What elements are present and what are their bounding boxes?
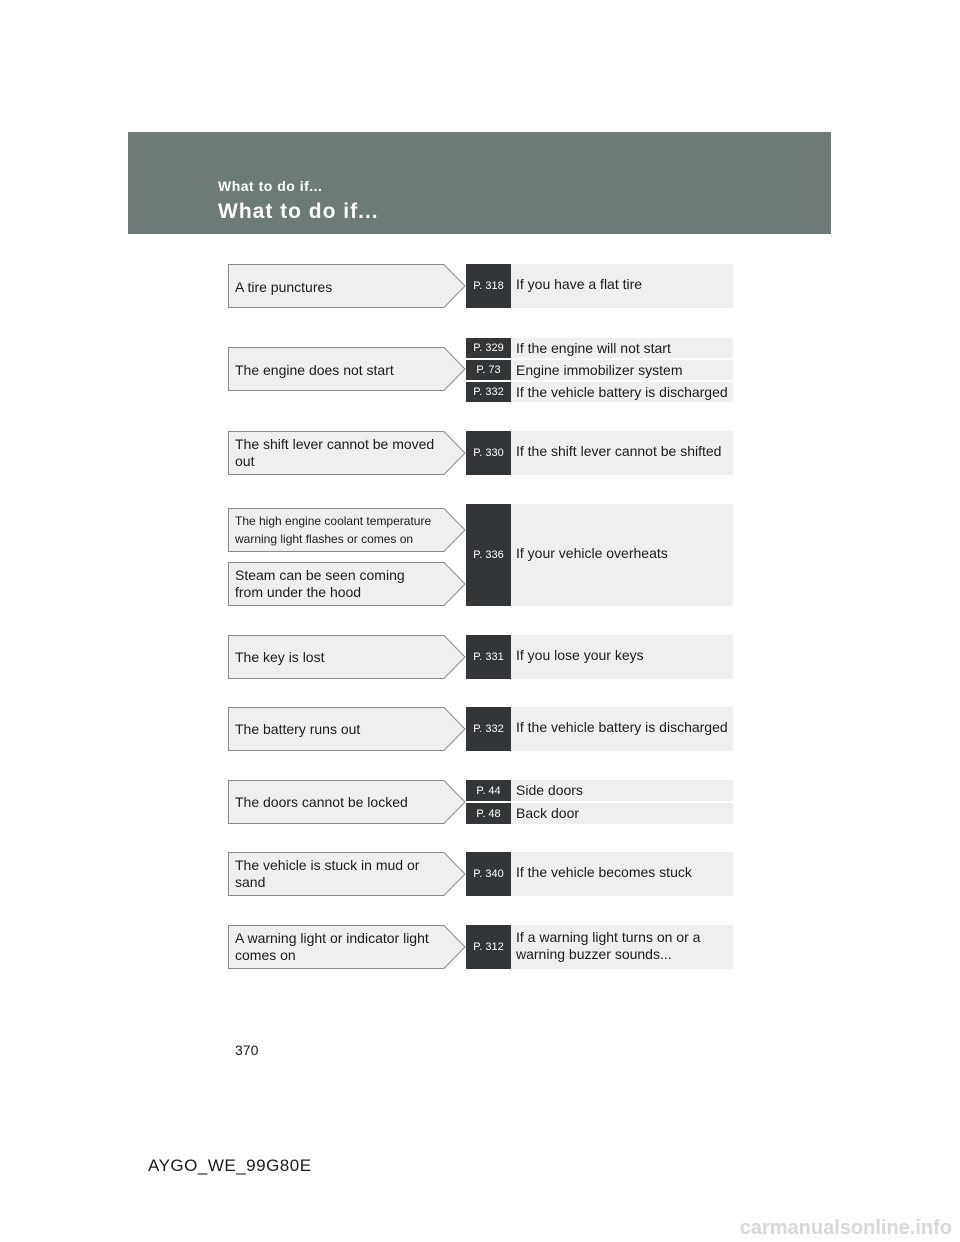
ref-warning-light[interactable]: P. 312 If a warning light turns on or a warning buzzer sounds... (466, 925, 733, 969)
ref-lose-keys[interactable]: P. 331 If you lose your keys (466, 635, 733, 679)
ref-overheats[interactable]: P. 336 If your vehicle overheats (466, 504, 733, 606)
page-ref-badge: P. 336 (466, 504, 511, 606)
page-ref-badge: P. 48 (466, 803, 511, 824)
page-title: What to do if... (218, 200, 379, 223)
condition-steam: Steam can be seen coming from under the hood (228, 562, 466, 606)
page-ref-badge: P. 340 (466, 852, 511, 896)
section-subtitle: What to do if... (218, 178, 323, 194)
page-ref-badge: P. 44 (466, 780, 511, 801)
watermark: carmanualsonline.info (739, 1217, 952, 1239)
condition-stuck: The vehicle is stuck in mud or sand (228, 852, 466, 896)
condition-warning-light: A warning light or indicator light comes on (228, 925, 466, 969)
page-number: 370 (235, 1042, 259, 1058)
page-ref-badge: P. 318 (466, 264, 511, 308)
condition-tire-punctures: A tire punctures (228, 264, 466, 308)
page-ref-badge: P. 330 (466, 431, 511, 475)
condition-coolant-warning: The high engine coolant temperature warning light flashes or comes on (228, 508, 466, 552)
condition-doors: The doors cannot be locked (228, 780, 466, 824)
ref-battery[interactable]: P. 332 If the vehicle battery is discharged (466, 707, 733, 751)
ref-back-door[interactable]: P. 48 Back door (466, 803, 733, 824)
ref-stuck[interactable]: P. 340 If the vehicle becomes stuck (466, 852, 733, 896)
ref-engine-will-not-start[interactable]: P. 329 If the engine will not start (466, 338, 733, 358)
condition-shift-lever: The shift lever cannot be moved out (228, 431, 466, 475)
document-code: AYGO_WE_99G80E (148, 1156, 312, 1175)
ref-shift-lever[interactable]: P. 330 If the shift lever cannot be shifted (466, 431, 733, 475)
condition-battery: The battery runs out (228, 707, 466, 751)
page-ref-badge: P. 312 (466, 925, 511, 969)
condition-key-lost: The key is lost (228, 635, 466, 679)
ref-battery-discharged[interactable]: P. 332 If the vehicle battery is discharged (466, 382, 733, 402)
page-ref-badge: P. 332 (466, 382, 511, 402)
ref-side-doors[interactable]: P. 44 Side doors (466, 780, 733, 801)
page-ref-badge: P. 329 (466, 338, 511, 358)
ref-engine-immobilizer[interactable]: P. 73 Engine immobilizer system (466, 360, 733, 380)
page-ref-badge: P. 331 (466, 635, 511, 679)
header-band (128, 132, 831, 234)
condition-engine-not-start: The engine does not start (228, 347, 466, 391)
page-ref-badge: P. 332 (466, 707, 511, 751)
ref-flat-tire[interactable]: P. 318 If you have a flat tire (466, 264, 733, 308)
page-ref-badge: P. 73 (466, 360, 511, 380)
